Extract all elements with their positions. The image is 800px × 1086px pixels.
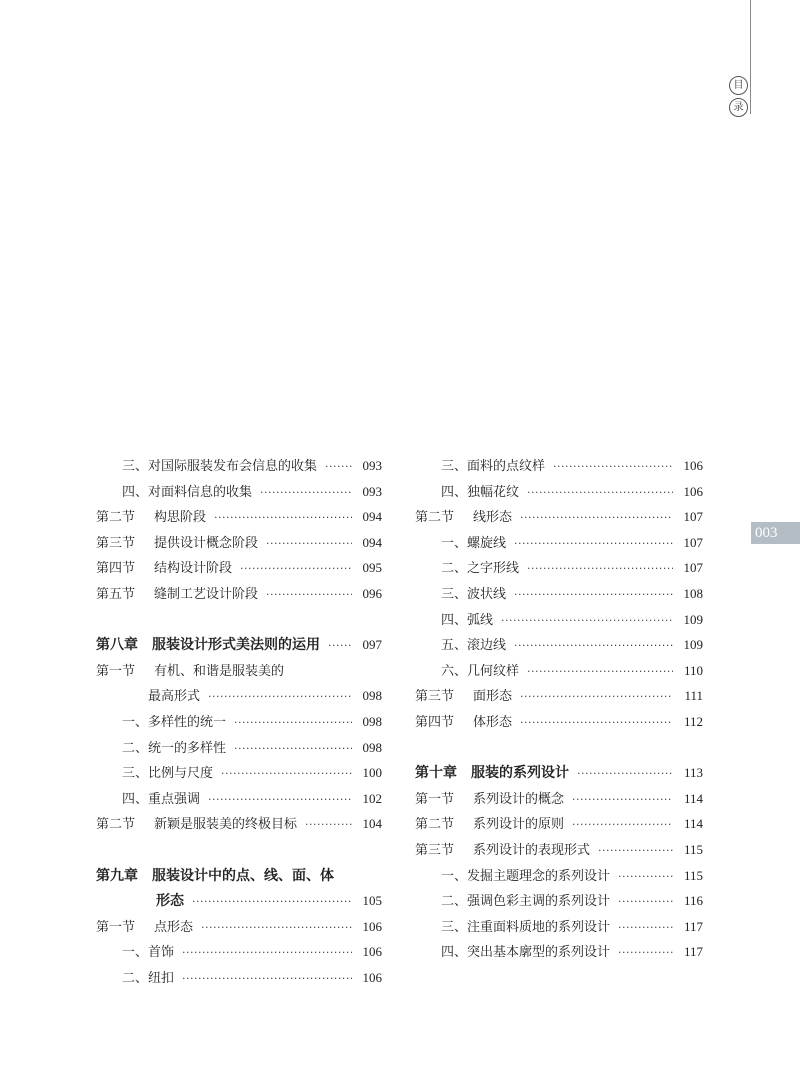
toc-entry xyxy=(415,455,703,481)
toc-section-title: 缝制工艺设计阶段 xyxy=(154,586,259,602)
toc-page-number: 107 xyxy=(683,534,703,550)
toc-page-number: 113 xyxy=(683,765,703,781)
leader-dots xyxy=(325,460,352,473)
toc-section-title: 线形态 xyxy=(473,510,513,526)
toc-section-title: 构思阶段 xyxy=(154,510,207,526)
toc-page-number: 111 xyxy=(684,688,703,704)
leader-dots xyxy=(514,537,673,550)
toc-entry xyxy=(96,737,382,763)
leader-dots xyxy=(520,690,673,703)
toc-entry xyxy=(415,788,703,814)
toc-entry xyxy=(415,916,703,942)
toc-entry-label: 四、对面料信息的收集 xyxy=(122,484,253,500)
leader-dots xyxy=(514,588,673,601)
toc-section-title: 系列设计的原则 xyxy=(473,817,565,833)
toc-section-title: 系列设计的概念 xyxy=(473,791,565,807)
toc-entry xyxy=(415,634,703,660)
toc-entry-label: 三、注重面料质地的系列设计 xyxy=(441,919,611,935)
toc-page-number: 115 xyxy=(683,867,703,883)
leader-dots xyxy=(240,562,352,575)
toc-entry-label: 三、波状线 xyxy=(441,586,507,602)
leader-dots xyxy=(234,716,352,729)
toc-section-title: 面形态 xyxy=(473,689,513,705)
toc-section-number: 第三节 xyxy=(415,689,455,705)
toc-page-number: 110 xyxy=(683,662,703,678)
toc-entry xyxy=(96,916,382,942)
toc-entry xyxy=(415,660,703,686)
leader-dots xyxy=(266,588,352,601)
toc-section-number: 第三节 xyxy=(415,842,455,858)
leader-dots xyxy=(618,870,673,883)
leader-dots xyxy=(266,537,352,550)
toc-page-number: 109 xyxy=(683,637,703,653)
side-mark-mu: 目 xyxy=(729,76,748,95)
toc-page-number: 117 xyxy=(683,918,703,934)
toc-entry-label: 一、发掘主题理念的系列设计 xyxy=(441,868,611,884)
toc-page-number: 094 xyxy=(362,509,382,525)
toc-section-title: 提供设计概念阶段 xyxy=(154,535,259,551)
leader-dots xyxy=(577,767,673,780)
toc-entry xyxy=(96,685,382,711)
toc-spacer xyxy=(96,609,382,635)
leader-dots xyxy=(260,486,352,499)
toc-entry xyxy=(415,762,703,788)
leader-dots xyxy=(618,921,673,934)
page-number-tab: 003 xyxy=(751,522,800,544)
toc-entry xyxy=(415,609,703,635)
toc-spacer xyxy=(415,737,703,763)
toc-entry xyxy=(96,865,382,891)
toc-section-number: 第一节 xyxy=(96,663,136,679)
toc-page-number: 112 xyxy=(683,713,703,729)
toc-page-number: 100 xyxy=(362,765,382,781)
toc-entry xyxy=(96,455,382,481)
toc-section-number: 第一节 xyxy=(96,919,136,935)
toc-entry xyxy=(96,711,382,737)
toc-page-number: 106 xyxy=(683,483,703,499)
leader-dots xyxy=(182,972,352,985)
toc-entry xyxy=(415,865,703,891)
toc-entry xyxy=(96,890,382,916)
toc-page-number: 116 xyxy=(683,893,703,909)
toc-entry-label: 一、多样性的统一 xyxy=(122,714,227,730)
toc-chapter-title: 形态 xyxy=(156,893,184,910)
toc-section-number: 第二节 xyxy=(415,817,455,833)
leader-dots xyxy=(501,614,673,627)
leader-dots xyxy=(572,818,673,831)
toc-section-number: 第二节 xyxy=(96,817,136,833)
toc-section-number: 第五节 xyxy=(96,586,136,602)
toc-entry xyxy=(96,660,382,686)
toc-page-number: 107 xyxy=(683,509,703,525)
toc-page-number: 093 xyxy=(362,458,382,473)
toc-entry xyxy=(96,506,382,532)
leader-dots xyxy=(514,639,673,652)
toc-entry xyxy=(415,557,703,583)
toc-section-title: 新颖是服装美的终极目标 xyxy=(154,817,298,833)
leader-dots xyxy=(221,767,352,780)
toc-entry-label: 三、面料的点纹样 xyxy=(441,459,546,474)
toc-entry xyxy=(96,481,382,507)
toc-entry-label: 四、弧线 xyxy=(441,612,494,628)
toc-page-number: 096 xyxy=(362,585,382,601)
toc-entry xyxy=(415,506,703,532)
toc-entry xyxy=(96,634,382,660)
toc-entry-label: 三、对国际服装发布会信息的收集 xyxy=(122,459,318,474)
toc-entry xyxy=(96,532,382,558)
toc-page-number: 095 xyxy=(362,560,382,576)
leader-dots xyxy=(520,716,673,729)
leader-dots xyxy=(214,511,352,524)
leader-dots xyxy=(618,946,673,959)
toc-page-number: 106 xyxy=(362,944,382,960)
toc-page-number: 102 xyxy=(362,790,382,806)
leader-dots xyxy=(305,818,352,831)
toc-entry xyxy=(96,788,382,814)
toc-entry xyxy=(415,890,703,916)
toc-page-number: 104 xyxy=(362,816,382,832)
toc-entry xyxy=(96,583,382,609)
toc-column-left xyxy=(96,455,382,992)
toc-page-number: 109 xyxy=(683,611,703,627)
toc-entry-label: 最高形式 xyxy=(148,689,201,705)
toc-page-number: 097 xyxy=(362,637,382,653)
toc-chapter-title: 第八章 服装设计形式美法则的运用 xyxy=(96,637,320,654)
toc-entry xyxy=(415,941,703,967)
toc-page-number: 106 xyxy=(362,918,382,934)
leader-dots xyxy=(598,844,673,857)
toc-page-number: 108 xyxy=(683,585,703,601)
leader-dots xyxy=(234,742,352,755)
leader-dots xyxy=(208,690,352,703)
toc-column-right xyxy=(415,455,703,967)
leader-dots xyxy=(192,895,352,908)
toc-entry-label: 三、比例与尺度 xyxy=(122,766,214,782)
toc-entry-label: 二、纽扣 xyxy=(122,970,175,986)
toc-entry xyxy=(415,481,703,507)
leader-dots xyxy=(208,793,352,806)
toc-section-title: 有机、和谐是服装美的 xyxy=(154,663,285,679)
toc-entry xyxy=(415,839,703,865)
toc-section-number: 第一节 xyxy=(415,791,455,807)
leader-dots xyxy=(553,460,673,473)
toc-page-number: 117 xyxy=(683,944,703,960)
leader-dots xyxy=(572,793,673,806)
toc-section-number: 第二节 xyxy=(415,510,455,526)
toc-entry-label: 二、强调色彩主调的系列设计 xyxy=(441,894,611,910)
toc-entry xyxy=(415,532,703,558)
toc-page-number: 098 xyxy=(362,739,382,755)
toc-spacer xyxy=(96,839,382,865)
toc-page-number: 098 xyxy=(362,713,382,729)
toc-section-number: 第二节 xyxy=(96,510,136,526)
toc-page-number: 105 xyxy=(362,893,382,909)
toc-entry-label: 四、重点强调 xyxy=(122,791,201,807)
toc-entry xyxy=(415,813,703,839)
toc-entry-label: 四、突出基本廓型的系列设计 xyxy=(441,945,611,961)
toc-page-number: 106 xyxy=(683,458,703,473)
toc-entry-label: 二、之字形线 xyxy=(441,561,520,577)
toc-entry-label: 四、独幅花纹 xyxy=(441,484,520,500)
toc-section-number: 第三节 xyxy=(96,535,136,551)
toc-entry-label: 五、滚边线 xyxy=(441,638,507,654)
toc-entry xyxy=(96,967,382,993)
leader-dots xyxy=(520,511,673,524)
toc-entry xyxy=(96,557,382,583)
toc-page-number: 114 xyxy=(683,790,703,806)
toc-entry-label: 六、几何纹样 xyxy=(441,663,520,679)
toc-page-number: 107 xyxy=(683,560,703,576)
toc-entry xyxy=(96,762,382,788)
toc-entry-label: 一、首饰 xyxy=(122,945,175,961)
toc-page-number: 106 xyxy=(362,969,382,985)
toc-page-number: 114 xyxy=(683,816,703,832)
toc-page-number: 098 xyxy=(362,688,382,704)
side-mark-lu: 录 xyxy=(729,98,748,117)
toc-entry-label: 一、螺旋线 xyxy=(441,535,507,551)
toc-entry xyxy=(415,711,703,737)
page-edge-line xyxy=(750,0,751,114)
leader-dots xyxy=(328,639,352,652)
toc-section-title: 系列设计的表现形式 xyxy=(473,842,591,858)
toc-entry-label: 二、统一的多样性 xyxy=(122,740,227,756)
toc-entry xyxy=(415,685,703,711)
toc-section-title: 体形态 xyxy=(473,714,513,730)
toc-page-number: 093 xyxy=(362,483,382,499)
leader-dots xyxy=(182,946,352,959)
toc-page-number: 115 xyxy=(683,841,703,857)
leader-dots xyxy=(527,562,673,575)
toc-chapter-title: 第十章 服装的系列设计 xyxy=(415,765,569,782)
toc-entry xyxy=(415,583,703,609)
toc-section-title: 结构设计阶段 xyxy=(154,561,233,577)
toc-section-number: 第四节 xyxy=(96,561,136,577)
toc-entry xyxy=(96,813,382,839)
toc-section-title: 点形态 xyxy=(154,919,194,935)
leader-dots xyxy=(527,486,673,499)
toc-chapter-title: 第九章 服装设计中的点、线、面、体 xyxy=(96,867,334,884)
leader-dots xyxy=(527,665,673,678)
leader-dots xyxy=(201,921,352,934)
leader-dots xyxy=(618,895,673,908)
toc-page-number: 094 xyxy=(362,534,382,550)
toc-entry xyxy=(96,941,382,967)
toc-section-number: 第四节 xyxy=(415,714,455,730)
